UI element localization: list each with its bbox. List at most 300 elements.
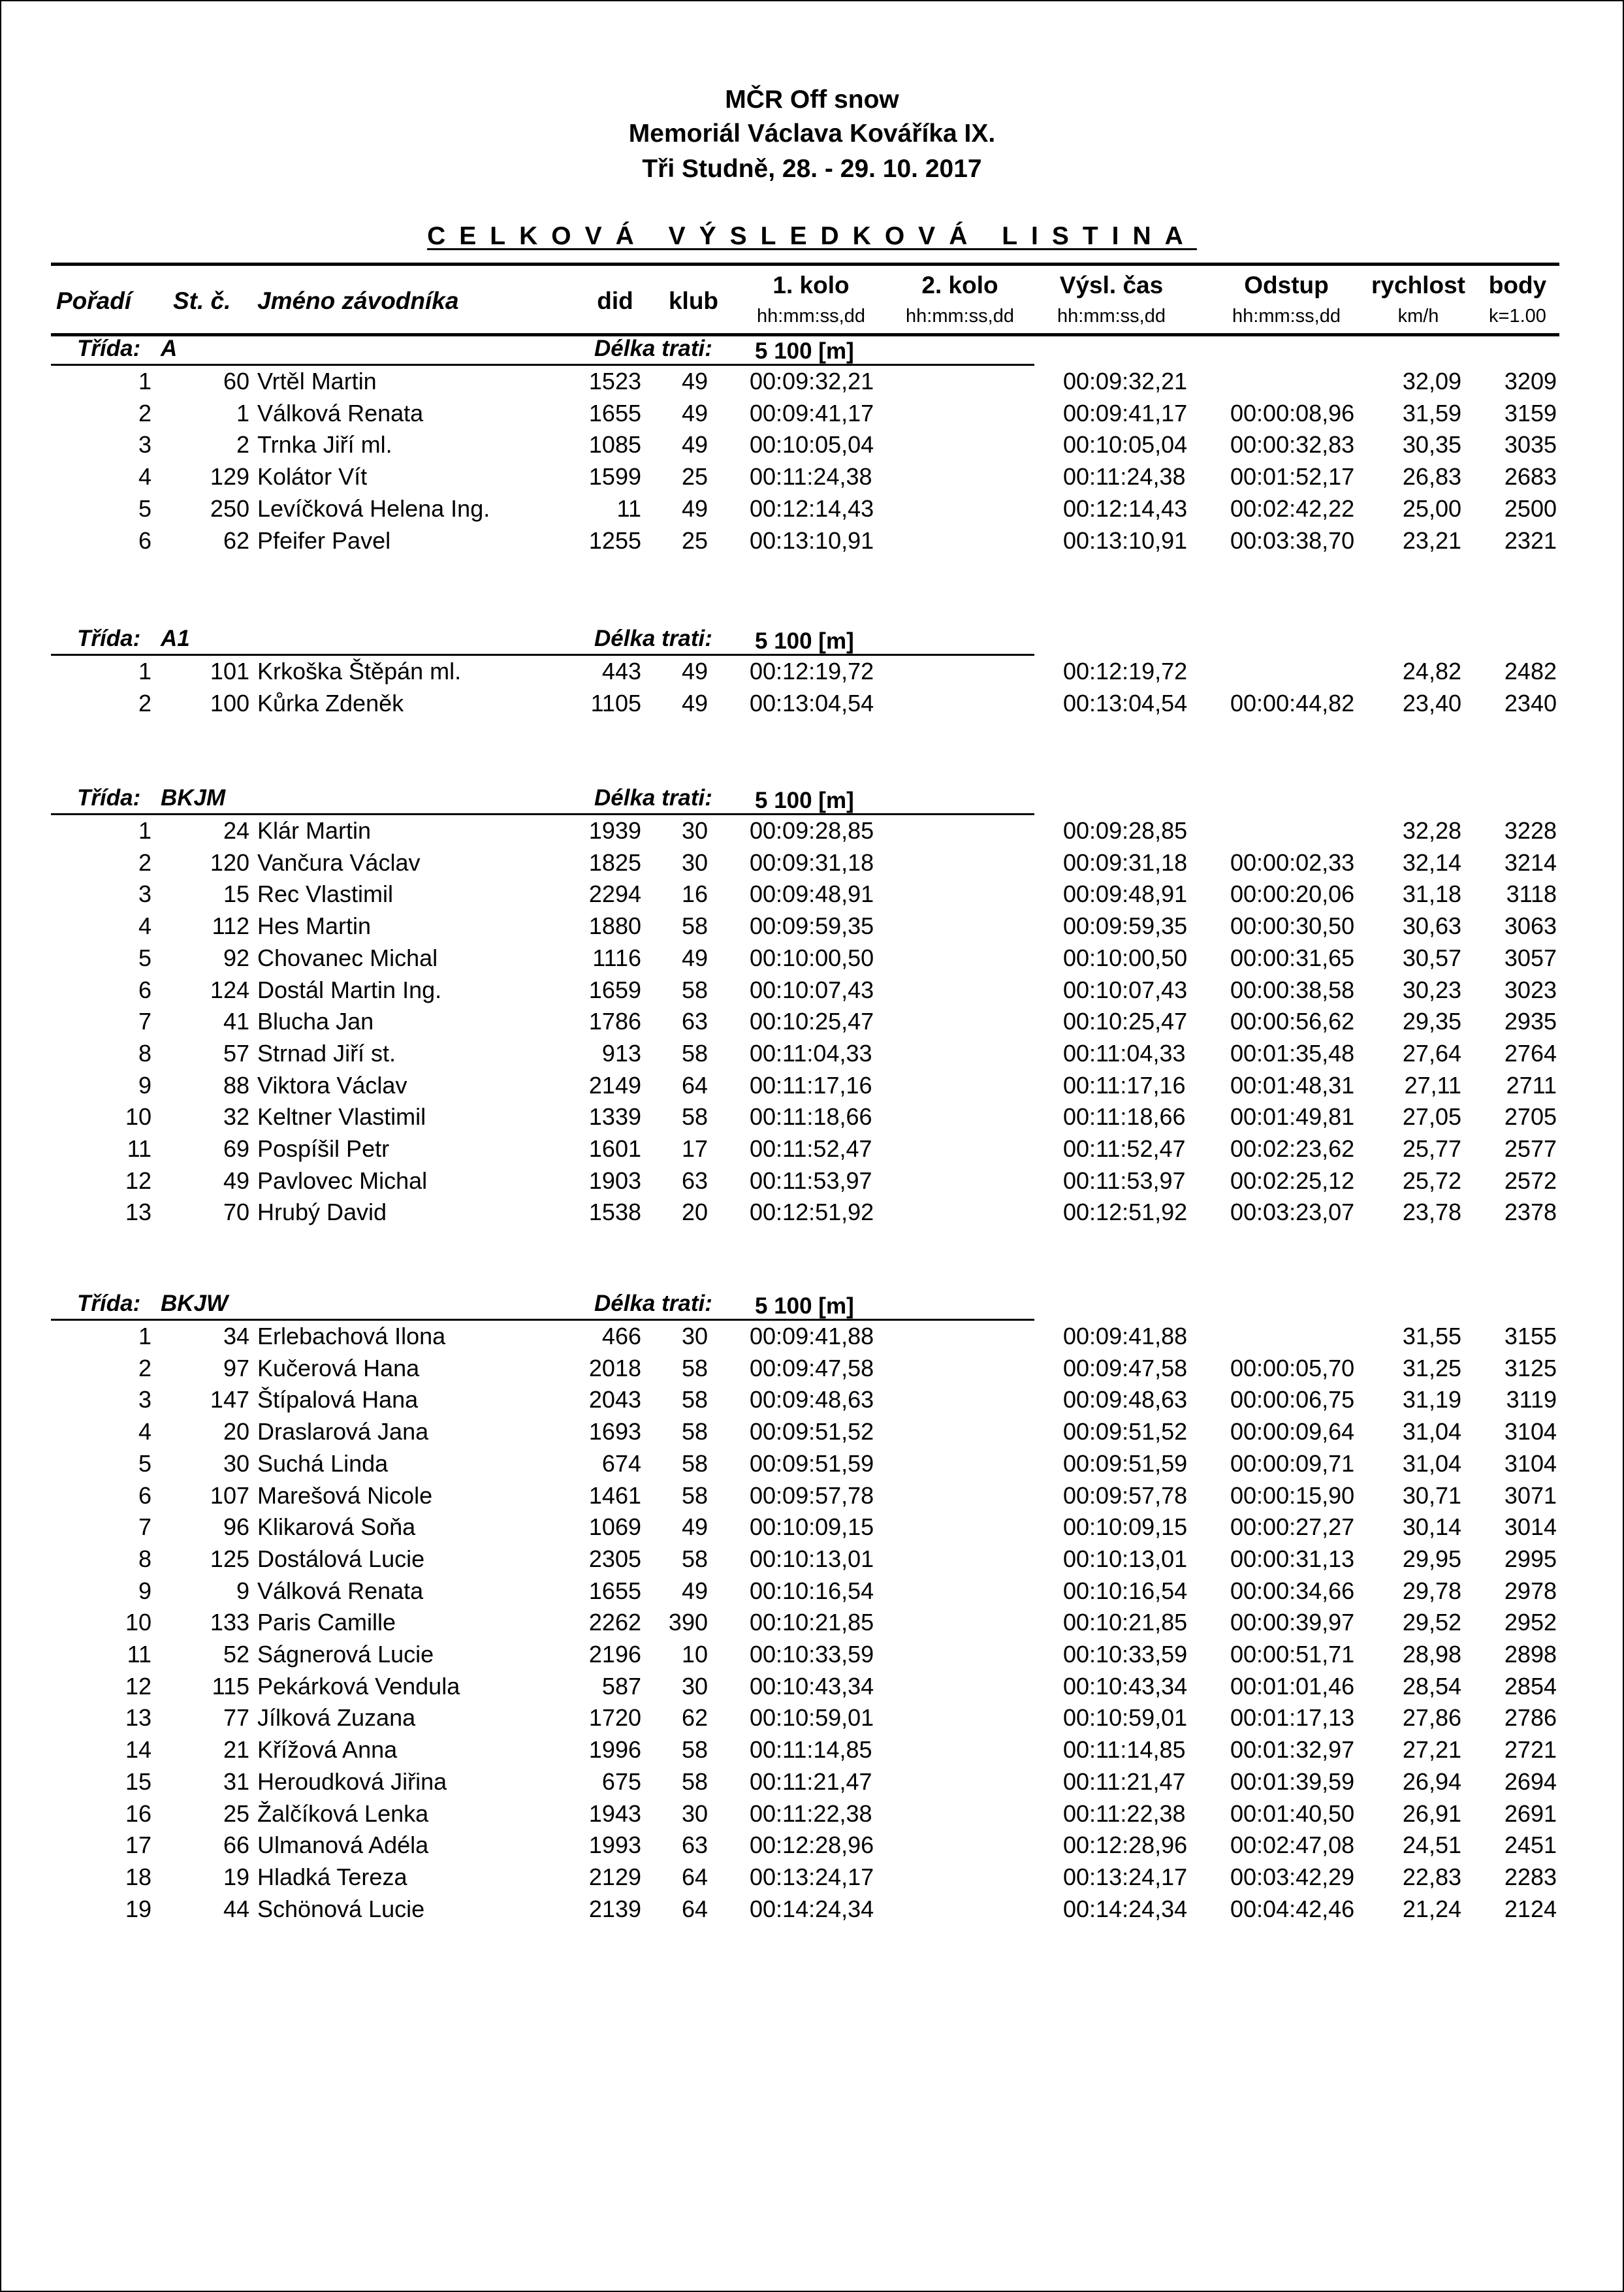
- cell-club: 49: [681, 368, 708, 395]
- length-label: Délka trati:: [594, 336, 712, 361]
- cell-bib: 30: [223, 1449, 249, 1477]
- cell-bib: 115: [212, 1672, 249, 1700]
- cell-result: 00:09:41,17: [1063, 399, 1188, 427]
- cell-points: 2378: [1504, 1199, 1557, 1226]
- col-speed-unit: km/h: [1397, 306, 1439, 327]
- cell-name: Vrtěl Martin: [257, 368, 377, 395]
- cell-points: 3057: [1504, 944, 1557, 971]
- cell-bib: 96: [223, 1513, 249, 1541]
- cell-speed: 31,59: [1402, 399, 1461, 427]
- cell-result: 00:11:17,16: [1063, 1071, 1186, 1099]
- length-value: 5 100 [m]: [755, 788, 854, 813]
- cell-rank: 4: [138, 1418, 151, 1445]
- cell-did: 1993: [588, 1832, 641, 1859]
- cell-result: 00:09:41,88: [1063, 1323, 1188, 1349]
- table-row: [1, 1543, 1623, 1575]
- cell-gap: 00:00:44,82: [1230, 689, 1355, 717]
- cell-points: 2952: [1504, 1609, 1557, 1636]
- cell-gap: 00:01:32,97: [1230, 1736, 1355, 1764]
- class-label: Třída:: [77, 336, 141, 361]
- cell-speed: 24,51: [1402, 1832, 1461, 1859]
- cell-bib: 66: [223, 1832, 249, 1859]
- cell-bib: 34: [223, 1323, 249, 1349]
- cell-points: 2500: [1504, 494, 1557, 522]
- cell-club: 58: [681, 1767, 708, 1795]
- cell-club: 58: [681, 1386, 708, 1413]
- cell-club: 62: [681, 1704, 708, 1732]
- cell-result: 00:09:28,85: [1063, 817, 1188, 844]
- cell-gap: 00:00:34,66: [1230, 1577, 1355, 1604]
- table-row: [1, 1165, 1623, 1197]
- cell-bib: 44: [223, 1895, 249, 1922]
- table-row: [1, 879, 1623, 911]
- cell-result: 00:11:24,38: [1063, 463, 1186, 491]
- cell-gap: 00:01:52,17: [1230, 463, 1355, 491]
- cell-bib: 9: [236, 1577, 249, 1604]
- cell-name: Marešová Nicole: [257, 1481, 433, 1509]
- table-row: [1, 1894, 1623, 1926]
- cell-run1: 00:09:32,21: [750, 368, 874, 395]
- cell-points: 2340: [1504, 689, 1557, 717]
- cell-rank: 8: [138, 1039, 151, 1067]
- cell-name: Pekárková Vendula: [257, 1672, 460, 1700]
- cell-run1: 00:09:59,35: [750, 912, 874, 940]
- cell-points: 3118: [1506, 880, 1557, 908]
- cell-result: 00:13:24,17: [1063, 1863, 1188, 1890]
- col-club: klub: [668, 287, 719, 314]
- cell-club: 64: [681, 1071, 708, 1099]
- header-bottom-rule: [51, 333, 1559, 336]
- table-row: [1, 1511, 1623, 1543]
- cell-name: Heroudková Jiřina: [257, 1767, 447, 1795]
- cell-bib: 88: [223, 1071, 249, 1099]
- cell-club: 25: [681, 463, 708, 491]
- cell-speed: 29,95: [1402, 1545, 1461, 1572]
- cell-speed: 31,04: [1402, 1418, 1461, 1445]
- cell-rank: 16: [125, 1800, 151, 1827]
- table-row: [1, 1353, 1623, 1385]
- col-result-unit: hh:mm:ss,dd: [1057, 306, 1166, 327]
- cell-name: Levíčková Helena Ing.: [257, 494, 490, 522]
- cell-bib: 107: [210, 1481, 249, 1509]
- cell-points: 3159: [1504, 399, 1557, 427]
- table-row: [1, 429, 1623, 461]
- cell-gap: 00:00:31,13: [1230, 1545, 1355, 1572]
- cell-did: 1939: [588, 817, 641, 844]
- cell-result: 00:09:32,21: [1063, 368, 1188, 395]
- cell-bib: 25: [223, 1800, 249, 1827]
- cell-speed: 29,35: [1402, 1008, 1461, 1035]
- class-name: BKJM: [161, 785, 226, 811]
- table-row: [1, 1639, 1623, 1671]
- cell-name: Viktora Václav: [257, 1071, 407, 1099]
- cell-club: 58: [681, 912, 708, 940]
- cell-result: 00:11:21,47: [1063, 1767, 1186, 1795]
- cell-speed: 25,00: [1402, 494, 1461, 522]
- cell-name: Blucha Jan: [257, 1008, 374, 1035]
- cell-club: 58: [681, 1354, 708, 1381]
- cell-speed: 27,11: [1404, 1071, 1461, 1099]
- cell-speed: 30,57: [1402, 944, 1461, 971]
- cell-did: 1523: [588, 368, 641, 395]
- cell-run1: 00:11:17,16: [750, 1071, 872, 1099]
- cell-did: 2294: [588, 880, 641, 908]
- cell-bib: 250: [210, 494, 249, 522]
- cell-rank: 5: [138, 944, 151, 971]
- cell-result: 00:11:18,66: [1063, 1103, 1186, 1131]
- cell-points: 2721: [1504, 1736, 1557, 1764]
- cell-points: 2995: [1504, 1545, 1557, 1572]
- cell-did: 1786: [588, 1008, 641, 1035]
- cell-points: 2705: [1504, 1103, 1557, 1131]
- cell-result: 00:11:53,97: [1063, 1167, 1186, 1194]
- cell-run1: 00:10:33,59: [750, 1641, 874, 1668]
- cell-bib: 1: [236, 399, 249, 427]
- cell-speed: 32,09: [1402, 368, 1461, 395]
- cell-speed: 28,54: [1402, 1672, 1461, 1700]
- table-row: [1, 1384, 1623, 1416]
- col-points-unit: k=1.00: [1489, 306, 1546, 327]
- cell-gap: 00:03:23,07: [1230, 1199, 1355, 1226]
- cell-name: Válková Renata: [257, 1577, 424, 1604]
- cell-gap: 00:00:30,50: [1230, 912, 1355, 940]
- cell-gap: 00:01:01,46: [1230, 1672, 1355, 1700]
- cell-points: 2786: [1504, 1704, 1557, 1732]
- cell-bib: 100: [210, 689, 249, 717]
- cell-name: Ulmanová Adéla: [257, 1832, 429, 1859]
- table-row: [1, 493, 1623, 525]
- cell-rank: 10: [125, 1103, 151, 1131]
- cell-did: 1085: [588, 431, 641, 459]
- event-subtitle: Memoriál Václava Kováříka IX.: [628, 120, 996, 148]
- table-row: [1, 975, 1623, 1007]
- cell-result: 00:10:13,01: [1063, 1545, 1188, 1572]
- cell-club: 58: [681, 1481, 708, 1509]
- cell-points: 2321: [1504, 526, 1557, 554]
- cell-did: 1655: [588, 399, 641, 427]
- cell-bib: 31: [223, 1767, 249, 1795]
- cell-name: Vančura Václav: [257, 848, 421, 876]
- cell-result: 00:10:59,01: [1063, 1704, 1188, 1732]
- cell-run1: 00:10:05,04: [750, 431, 874, 459]
- col-result: Výsl. čas: [1059, 272, 1164, 299]
- cell-did: 1903: [588, 1167, 641, 1194]
- table-row: [1, 366, 1623, 398]
- cell-speed: 30,35: [1402, 431, 1461, 459]
- cell-bib: 49: [223, 1167, 249, 1194]
- cell-bib: 133: [210, 1609, 249, 1636]
- cell-points: 2978: [1504, 1577, 1557, 1604]
- cell-gap: 00:00:20,06: [1230, 880, 1355, 908]
- cell-did: 466: [601, 1323, 641, 1349]
- cell-points: 3125: [1504, 1354, 1557, 1381]
- cell-club: 49: [681, 494, 708, 522]
- cell-run1: 00:12:28,96: [750, 1832, 874, 1859]
- cell-run1: 00:10:21,85: [750, 1609, 874, 1636]
- cell-bib: 120: [210, 848, 249, 876]
- cell-points: 3104: [1504, 1418, 1557, 1445]
- cell-points: 2124: [1504, 1895, 1557, 1922]
- cell-name: Klár Martin: [257, 817, 372, 844]
- table-row: [1, 1006, 1623, 1038]
- cell-points: 2764: [1504, 1039, 1557, 1067]
- class-name: A1: [161, 626, 190, 651]
- cell-did: 2043: [588, 1386, 641, 1413]
- cell-rank: 6: [138, 1481, 151, 1509]
- table-row: [1, 943, 1623, 975]
- cell-points: 2451: [1504, 1832, 1557, 1859]
- cell-club: 49: [681, 399, 708, 427]
- cell-gap: 00:00:38,58: [1230, 976, 1355, 1003]
- cell-bib: 77: [223, 1704, 249, 1732]
- cell-bib: 24: [223, 817, 249, 844]
- cell-club: 20: [681, 1199, 708, 1226]
- cell-result: 00:09:47,58: [1063, 1354, 1188, 1381]
- cell-rank: 8: [138, 1545, 151, 1572]
- cell-rank: 13: [125, 1199, 151, 1226]
- document-heading: CELKOVÁ VÝSLEDKOVÁ LISTINA: [427, 222, 1197, 250]
- cell-did: 2129: [588, 1863, 641, 1890]
- cell-speed: 27,21: [1402, 1736, 1461, 1764]
- cell-name: Krkoška Štěpán ml.: [257, 658, 462, 685]
- cell-rank: 6: [138, 526, 151, 554]
- cell-did: 1599: [588, 463, 641, 491]
- cell-rank: 9: [138, 1071, 151, 1099]
- col-gap: Odstup: [1244, 272, 1329, 299]
- cell-name: Pfeifer Pavel: [257, 526, 391, 554]
- col-did: did: [597, 287, 633, 314]
- cell-did: 1825: [588, 848, 641, 876]
- cell-bib: 69: [223, 1135, 249, 1162]
- cell-did: 1255: [588, 526, 641, 554]
- cell-bib: 70: [223, 1199, 249, 1226]
- table-row: [1, 1734, 1623, 1766]
- cell-points: 3063: [1504, 912, 1557, 940]
- cell-name: Erlebachová Ilona: [257, 1323, 446, 1349]
- cell-did: 1116: [592, 944, 641, 971]
- cell-club: 58: [681, 1418, 708, 1445]
- table-row: [1, 1798, 1623, 1830]
- cell-rank: 7: [138, 1008, 151, 1035]
- cell-did: 1693: [588, 1418, 641, 1445]
- cell-result: 00:12:51,92: [1063, 1199, 1188, 1226]
- table-row: [1, 1070, 1623, 1102]
- cell-bib: 32: [223, 1103, 249, 1131]
- cell-rank: 12: [125, 1167, 151, 1194]
- cell-speed: 22,83: [1402, 1863, 1461, 1890]
- class-name: A: [161, 336, 178, 361]
- cell-result: 00:12:14,43: [1063, 494, 1188, 522]
- cell-rank: 1: [138, 817, 151, 844]
- cell-run1: 00:09:41,17: [750, 399, 874, 427]
- cell-name: Pospíšil Petr: [257, 1135, 390, 1162]
- cell-speed: 31,55: [1402, 1323, 1461, 1349]
- cell-rank: 5: [138, 1449, 151, 1477]
- cell-speed: 21,24: [1402, 1895, 1461, 1922]
- cell-gap: 00:01:40,50: [1230, 1800, 1355, 1827]
- cell-name: Válková Renata: [257, 399, 424, 427]
- cell-name: Jílková Zuzana: [257, 1704, 416, 1732]
- table-row: [1, 1575, 1623, 1607]
- cell-club: 25: [681, 526, 708, 554]
- cell-points: 3119: [1506, 1386, 1557, 1413]
- cell-points: 2572: [1504, 1167, 1557, 1194]
- cell-did: 1601: [588, 1135, 641, 1162]
- cell-rank: 2: [138, 399, 151, 427]
- cell-bib: 97: [223, 1354, 249, 1381]
- cell-result: 00:10:07,43: [1063, 976, 1188, 1003]
- cell-run1: 00:11:22,38: [750, 1800, 872, 1827]
- cell-speed: 27,05: [1402, 1103, 1461, 1131]
- cell-rank: 15: [125, 1767, 151, 1795]
- cell-speed: 27,64: [1402, 1039, 1461, 1067]
- cell-result: 00:09:48,63: [1063, 1386, 1188, 1413]
- cell-bib: 101: [210, 658, 249, 685]
- cell-bib: 15: [223, 880, 249, 908]
- cell-speed: 29,52: [1402, 1609, 1461, 1636]
- col-bib: St. č.: [173, 287, 231, 314]
- cell-rank: 2: [138, 848, 151, 876]
- cell-name: Trnka Jiří ml.: [257, 431, 392, 459]
- cell-run1: 00:12:14,43: [750, 494, 874, 522]
- cell-rank: 10: [125, 1609, 151, 1636]
- cell-gap: 00:00:32,83: [1230, 431, 1355, 459]
- cell-points: 2683: [1504, 463, 1557, 491]
- cell-name: Kolátor Vít: [257, 463, 368, 491]
- cell-club: 63: [681, 1008, 708, 1035]
- cell-club: 17: [681, 1135, 708, 1162]
- cell-name: Pavlovec Michal: [257, 1167, 428, 1194]
- class-label: Třída:: [77, 1291, 141, 1316]
- cell-speed: 25,72: [1402, 1167, 1461, 1194]
- cell-did: 2262: [588, 1609, 641, 1636]
- cell-speed: 32,28: [1402, 817, 1461, 844]
- cell-gap: 00:00:06,75: [1230, 1386, 1355, 1413]
- cell-bib: 19: [223, 1863, 249, 1890]
- cell-points: 2935: [1504, 1008, 1557, 1035]
- cell-rank: 1: [138, 368, 151, 395]
- cell-speed: 31,25: [1402, 1354, 1461, 1381]
- cell-points: 3023: [1504, 976, 1557, 1003]
- table-row: [1, 1321, 1623, 1353]
- cell-bib: 147: [210, 1386, 249, 1413]
- cell-rank: 11: [127, 1641, 151, 1668]
- cell-points: 3214: [1504, 848, 1557, 876]
- cell-did: 1105: [590, 689, 641, 717]
- cell-club: 49: [681, 689, 708, 717]
- cell-bib: 41: [223, 1008, 249, 1035]
- cell-gap: 00:02:25,12: [1230, 1167, 1355, 1194]
- cell-run1: 00:10:25,47: [750, 1008, 874, 1035]
- cell-did: 1538: [588, 1199, 641, 1226]
- cell-speed: 30,71: [1402, 1481, 1461, 1509]
- cell-club: 30: [681, 1800, 708, 1827]
- cell-run1: 00:13:24,17: [750, 1863, 874, 1890]
- cell-rank: 12: [125, 1672, 151, 1700]
- table-row: [1, 1197, 1623, 1229]
- cell-bib: 60: [223, 368, 249, 395]
- cell-bib: 129: [210, 463, 249, 491]
- cell-did: 913: [601, 1039, 641, 1067]
- cell-gap: 00:00:51,71: [1230, 1641, 1355, 1668]
- cell-gap: 00:00:31,65: [1230, 944, 1355, 971]
- cell-result: 00:10:33,59: [1063, 1641, 1188, 1668]
- cell-points: 3071: [1504, 1481, 1557, 1509]
- col-rank: Pořadí: [56, 287, 132, 314]
- cell-rank: 6: [138, 976, 151, 1003]
- cell-club: 63: [681, 1167, 708, 1194]
- cell-rank: 2: [138, 689, 151, 717]
- cell-run1: 00:09:48,63: [750, 1386, 874, 1413]
- cell-bib: 2: [236, 431, 249, 459]
- cell-gap: 00:02:23,62: [1230, 1135, 1355, 1162]
- cell-club: 58: [681, 1039, 708, 1067]
- cell-did: 443: [601, 658, 641, 685]
- cell-name: Ságnerová Lucie: [257, 1641, 434, 1668]
- col-run2: 2. kolo: [921, 272, 998, 299]
- cell-name: Paris Camille: [257, 1609, 396, 1636]
- col-run1: 1. kolo: [772, 272, 850, 299]
- cell-speed: 28,98: [1402, 1641, 1461, 1668]
- cell-speed: 23,78: [1402, 1199, 1461, 1226]
- cell-run1: 00:11:53,97: [750, 1167, 872, 1194]
- cell-gap: 00:03:42,29: [1230, 1863, 1355, 1890]
- col-speed: rychlost: [1371, 272, 1465, 299]
- cell-bib: 62: [223, 526, 249, 554]
- cell-gap: 00:01:49,81: [1230, 1103, 1355, 1131]
- cell-name: Štípalová Hana: [257, 1386, 419, 1413]
- cell-gap: 00:00:02,33: [1230, 848, 1355, 876]
- cell-rank: 2: [138, 1354, 151, 1381]
- cell-bib: 20: [223, 1418, 249, 1445]
- table-row: [1, 688, 1623, 720]
- cell-club: 58: [681, 1545, 708, 1572]
- cell-rank: 11: [127, 1135, 151, 1162]
- cell-club: 10: [681, 1641, 708, 1668]
- cell-bib: 92: [223, 944, 249, 971]
- cell-points: 2283: [1504, 1863, 1557, 1890]
- cell-club: 49: [681, 658, 708, 685]
- cell-gap: 00:00:56,62: [1230, 1008, 1355, 1035]
- table-row: [1, 1830, 1623, 1862]
- cell-club: 16: [681, 880, 708, 908]
- cell-did: 2018: [588, 1354, 641, 1381]
- cell-run1: 00:10:00,50: [750, 944, 874, 971]
- table-row: [1, 1416, 1623, 1448]
- cell-rank: 9: [138, 1577, 151, 1604]
- cell-run1: 00:10:43,34: [750, 1672, 874, 1700]
- cell-run1: 00:11:52,47: [750, 1135, 872, 1162]
- cell-did: 2149: [588, 1071, 641, 1099]
- cell-did: 1655: [588, 1577, 641, 1604]
- cell-did: 1720: [588, 1704, 641, 1732]
- cell-gap: 00:01:48,31: [1230, 1071, 1355, 1099]
- cell-run1: 00:11:18,66: [750, 1103, 872, 1131]
- cell-bib: 52: [223, 1641, 249, 1668]
- cell-name: Dostálová Lucie: [257, 1545, 425, 1572]
- cell-run1: 00:11:14,85: [750, 1736, 872, 1764]
- cell-club: 58: [681, 1103, 708, 1131]
- cell-club: 390: [668, 1609, 708, 1636]
- cell-rank: 4: [138, 463, 151, 491]
- cell-speed: 30,14: [1402, 1513, 1461, 1541]
- cell-result: 00:13:04,54: [1063, 689, 1188, 717]
- cell-result: 00:14:24,34: [1063, 1895, 1188, 1922]
- length-label: Délka trati:: [594, 1291, 712, 1316]
- length-label: Délka trati:: [594, 626, 712, 651]
- cell-club: 49: [681, 1577, 708, 1604]
- cell-bib: 112: [212, 912, 249, 940]
